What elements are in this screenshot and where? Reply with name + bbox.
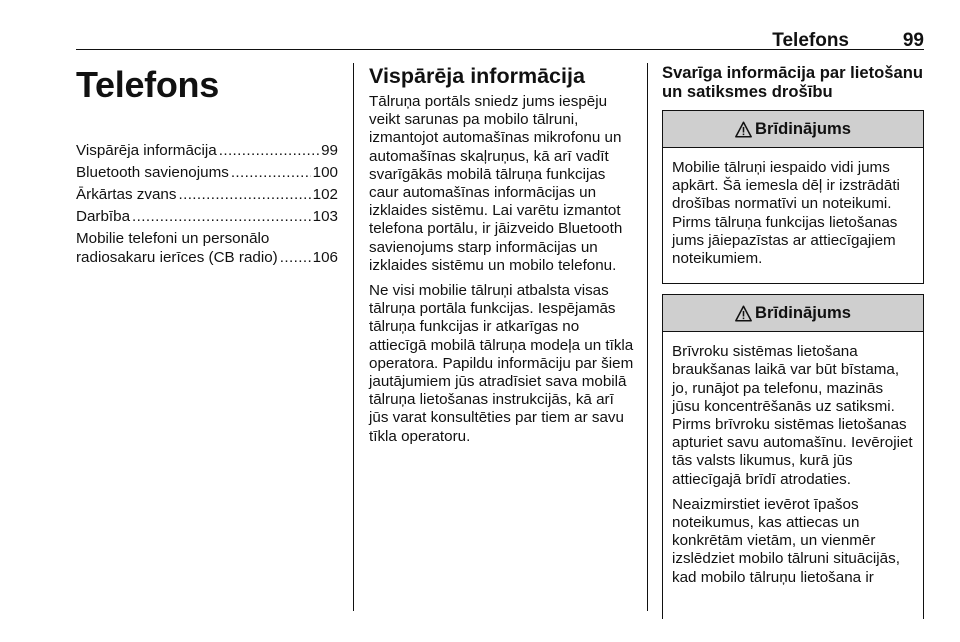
column-divider-2 bbox=[647, 63, 648, 611]
general-paragraph-1: Tālruņa portāls sniedz jums iespēju veikt sarunas pa mobilo tālruni, izmantojot automašīnas mikrofonu un automašīnas skaļruņus, kā arī vadīt svarīgākās mobilā tālruņa funkcijas caur automašīnas informācijas un izklaides sistēmu. Lai varētu izmantot telefona portālu, ir jāizveido Bluetooth savienojums starp informācijas un izklaides sistēmu un mobilo telefonu. bbox=[369, 93, 623, 274]
section-title-safety: Svarīga informācija par lietošanu un satiksmes drošību bbox=[662, 63, 923, 101]
table-of-contents bbox=[76, 141, 338, 267]
warning-label: Brīdinājums bbox=[755, 303, 851, 323]
warning-header bbox=[663, 111, 923, 148]
toc-entry-mobile-cb-radio[interactable] bbox=[76, 229, 338, 267]
toc-entry-page: 100 bbox=[312, 164, 338, 181]
column-divider-1 bbox=[353, 63, 354, 611]
section-title-general: Vispārēja informācija bbox=[369, 64, 585, 88]
general-paragraph-2: Ne visi mobilie tālruņi atbalsta visas tālruņa portāla funkcijas. Iespējamās tālruņa funkcijas ir atkarīgas no attiecīgā mobilā tālruņa modeļa un tīkla operatora. Papildu informāciju par šiem jautājumiem jūs atradīsiet sava mobilā tālruņa lietošanas instrukcijās, kā arī jūs varat konsultēties par tiem ar savu tīkla operatoru. bbox=[369, 282, 634, 445]
warning-body bbox=[663, 148, 923, 283]
warning-header bbox=[663, 295, 923, 332]
toc-entry-page: 106 bbox=[312, 249, 338, 266]
safety-column bbox=[662, 63, 924, 619]
toc-entry-text-line1: Mobilie telefoni un personālo bbox=[76, 230, 270, 247]
general-info-column bbox=[369, 63, 635, 453]
warning-paragraph-2: Neaizmirstiet ievērot īpašos noteikumus, kas attiecas un konkrētām vietām, un vienmēr izslēdziet mobilo tālruni situācijās, kad mobilo tālruņu lietošana ir bbox=[672, 495, 900, 586]
warning-triangle-icon bbox=[735, 121, 752, 138]
toc-column bbox=[76, 63, 338, 270]
toc-entry-page: 103 bbox=[312, 208, 338, 225]
warning-paragraph-1: Brīvroku sistēmas lietošana braukšanas laikā var būt bīstama, jo, runājot pa telefonu, mazinās jūsu koncentrēšanās uz satiksmi. Pirms brīvroku sistēmas lietošanas apturiet savu automašīnu. Ievērojiet tās valsts likumus, kurā jūs attiecīgajā brīdī atrodaties. bbox=[672, 343, 913, 488]
warning-box-2 bbox=[662, 294, 924, 619]
toc-entry-bluetooth[interactable] bbox=[76, 163, 338, 182]
warning-triangle-icon bbox=[735, 305, 752, 322]
warning-text: Mobilie tālruņi iespaido vidi jums apkārt. Šā iemesla dēļ ir izstrādāti drošības normatīvi un noteikumi. Pirms tālruņa funkcijas lietošanas jums jāiepazīstas ar attiecīgajiem noteikumiem. bbox=[672, 159, 900, 268]
toc-entry-text: Bluetooth savienojums bbox=[76, 164, 229, 181]
header-title: Telefons bbox=[772, 30, 849, 51]
toc-leader-dots bbox=[178, 185, 310, 204]
toc-entry-page: 99 bbox=[321, 142, 338, 159]
toc-leader-dots bbox=[231, 163, 311, 182]
warning-body bbox=[663, 332, 923, 602]
toc-entry-operation[interactable] bbox=[76, 207, 338, 226]
page-number: 99 bbox=[902, 30, 924, 51]
toc-entry-text-line2: radiosakaru ierīces (CB radio) bbox=[76, 249, 278, 266]
warning-label: Brīdinājums bbox=[755, 119, 851, 138]
toc-entry-text: Darbība bbox=[76, 208, 131, 225]
toc-entry-text: Ārkārtas zvans bbox=[76, 186, 177, 203]
header-rule bbox=[76, 49, 924, 50]
toc-entry-text: Vispārēja informācija bbox=[76, 142, 217, 159]
toc-entry-emergency-call[interactable] bbox=[76, 185, 338, 204]
toc-entry-general[interactable] bbox=[76, 141, 338, 160]
warning-box-1 bbox=[662, 110, 924, 284]
toc-leader-dots bbox=[280, 248, 311, 267]
toc-leader-dots bbox=[132, 207, 311, 226]
toc-entry-page: 102 bbox=[312, 186, 338, 203]
chapter-title: Telefons bbox=[76, 64, 219, 105]
toc-leader-dots bbox=[219, 141, 319, 160]
